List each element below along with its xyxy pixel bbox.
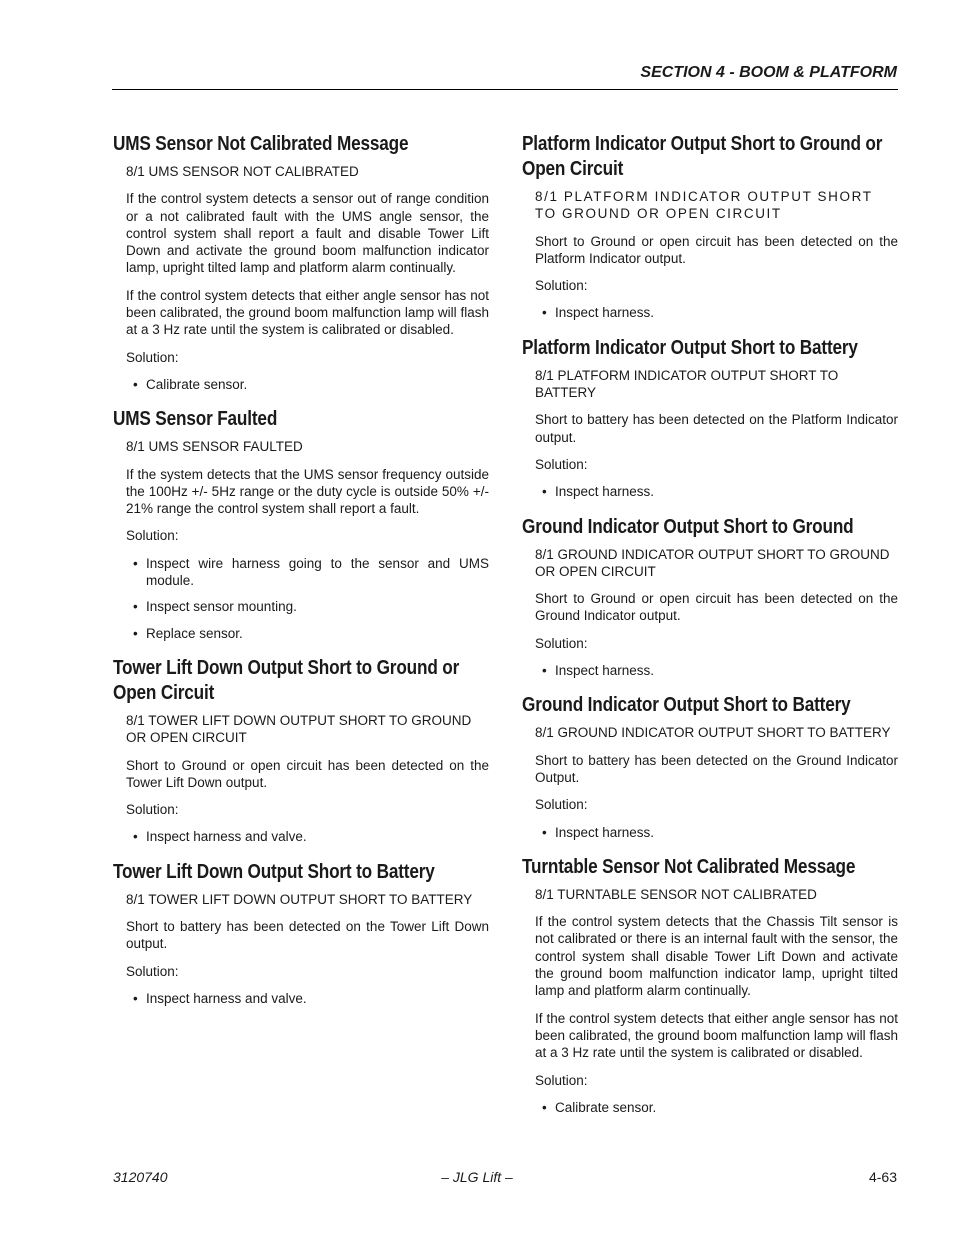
section-body: [522, 886, 898, 1116]
solution-item: • Inspect harness and valve.: [126, 990, 489, 1007]
paragraph: Short to Ground or open circuit has been detected on the Platform Indicator output.: [535, 233, 898, 266]
footer-center-text: – JLG Lift –: [441, 1169, 513, 1185]
section-heading: UMS Sensor Faulted: [113, 408, 278, 431]
solution-label: Solution:: [535, 1072, 588, 1088]
solution-label: Solution:: [126, 349, 179, 365]
footer-page-number: 4-63: [868, 1169, 897, 1185]
fault-code: 8/1 UMS SENSOR FAULTED: [126, 439, 303, 455]
section-body: [113, 163, 489, 393]
right-column: [522, 132, 898, 1130]
solution-label: Solution:: [126, 802, 179, 818]
paragraph: If the control system detects that either angle sensor has not been calibrated, the ground boom malfunction lamp will flash at a 3 Hz rate until the system is calibrated or disabled.: [126, 287, 489, 338]
solution-item: • Calibrate sensor.: [535, 1099, 898, 1116]
solution-list: [535, 1099, 898, 1116]
solution-item: • Inspect harness.: [535, 824, 898, 841]
fault-code: 8/1 TOWER LIFT DOWN OUTPUT SHORT TO BATTERY: [126, 891, 473, 907]
section-body: [522, 367, 898, 501]
solution-item: • Inspect harness.: [535, 304, 898, 321]
section-body: [522, 724, 898, 840]
solution-list: [535, 483, 898, 500]
section-body: [113, 438, 489, 642]
solution-label: Solution:: [535, 797, 588, 813]
section-header-title: SECTION 4 - BOOM & PLATFORM: [640, 64, 897, 81]
solution-list: [126, 555, 489, 642]
section-heading: Tower Lift Down Output Short to Ground or Open Circuit: [113, 656, 460, 704]
section: [113, 656, 489, 846]
solution-list: [535, 662, 898, 679]
section: [113, 132, 489, 393]
paragraph: If the control system detects that either angle sensor has not been calibrated, the ground boom malfunction lamp will flash at a 3 Hz rate until the system is calibrated or disabled.: [535, 1010, 898, 1061]
solution-item: • Inspect harness.: [535, 662, 898, 679]
footer-doc-number: 3120740: [113, 1169, 168, 1185]
solution-item: • Replace sensor.: [126, 625, 489, 642]
section-heading: UMS Sensor Not Calibrated Message: [113, 133, 409, 155]
paragraph: Short to Ground or open circuit has been detected on the Ground Indicator output.: [535, 591, 898, 624]
header-rule: [112, 89, 898, 90]
paragraph: If the control system detects a sensor out of range condition or a not calibrated fault with the UMS angle sensor, the control system shall report a fault and disable Tower Lift Down and activate the ground boom malfunction indicator lamp, upright tilted lamp and platform alarm continually.: [126, 191, 489, 276]
paragraph: If the control system detects that the Chassis Tilt sensor is not calibrated or there is an internal fault with the sensor, the control system shall disable Tower Lift Down and activate the ground boom malfunction indicator lamp, upright tilted lamp and platform alarm continually.: [535, 914, 898, 999]
left-column: [113, 132, 489, 1021]
solution-item: • Inspect sensor mounting.: [126, 598, 489, 615]
section-heading: Turntable Sensor Not Calibrated Message: [522, 855, 856, 878]
section-heading: Ground Indicator Output Short to Battery: [522, 694, 851, 717]
fault-code: 8/1 PLATFORM INDICATOR OUTPUT SHORT TO BATTERY: [535, 367, 839, 401]
section-body: [113, 891, 489, 1007]
section-body: [522, 546, 898, 680]
solution-list: [126, 376, 489, 393]
solution-label: Solution:: [126, 963, 179, 979]
solution-list: [535, 824, 898, 841]
solution-item: • Inspect harness.: [535, 483, 898, 500]
solution-item: • Calibrate sensor.: [126, 376, 489, 393]
paragraph: Short to battery has been detected on the Ground Indicator Output.: [535, 752, 898, 785]
section: [522, 336, 898, 501]
section-heading: Tower Lift Down Output Short to Battery: [113, 860, 435, 883]
fault-code: 8/1 TOWER LIFT DOWN OUTPUT SHORT TO GROUND OR OPEN CIRCUIT: [126, 712, 472, 746]
fault-code: 8/1 PLATFORM INDICATOR OUTPUT SHORT TO GROUND OR OPEN CIRCUIT: [535, 189, 873, 222]
paragraph: If the system detects that the UMS sensor frequency outside the 100Hz +/- 5Hz range or the duty cycle is outside 50% +/- 21% range the control system shall report a fault.: [126, 466, 489, 517]
section: [113, 860, 489, 1007]
fault-code: 8/1 UMS SENSOR NOT CALIBRATED: [126, 164, 359, 179]
solution-item: • Inspect harness and valve.: [126, 828, 489, 845]
section: [113, 407, 489, 642]
paragraph: Short to Ground or open circuit has been detected on the Tower Lift Down output.: [126, 757, 489, 790]
solution-list: [126, 990, 489, 1007]
section-body: [113, 712, 489, 846]
solution-list: [535, 304, 898, 321]
fault-code: 8/1 GROUND INDICATOR OUTPUT SHORT TO GROUND OR OPEN CIRCUIT: [535, 546, 890, 579]
solution-label: Solution:: [535, 278, 588, 294]
fault-code: 8/1 TURNTABLE SENSOR NOT CALIBRATED: [535, 886, 817, 902]
solution-list: [126, 828, 489, 845]
section: [522, 132, 898, 322]
paragraph: Short to battery has been detected on the Tower Lift Down output.: [126, 919, 489, 952]
solution-item: • Inspect wire harness going to the sensor and UMS module.: [126, 555, 489, 590]
section-heading: Platform Indicator Output Short to Ground or Open Circuit: [522, 133, 883, 180]
section: [522, 855, 898, 1116]
solution-label: Solution:: [126, 528, 179, 544]
paragraph: Short to battery has been detected on the Platform Indicator output.: [535, 412, 898, 445]
fault-code: 8/1 GROUND INDICATOR OUTPUT SHORT TO BATTERY: [535, 725, 891, 741]
solution-label: Solution:: [535, 635, 588, 651]
section-heading: Platform Indicator Output Short to Battery: [522, 336, 858, 359]
section-heading: Ground Indicator Output Short to Ground: [522, 515, 854, 538]
section-body: [522, 188, 898, 322]
section: [522, 515, 898, 680]
section: [522, 693, 898, 840]
solution-label: Solution:: [535, 456, 588, 472]
